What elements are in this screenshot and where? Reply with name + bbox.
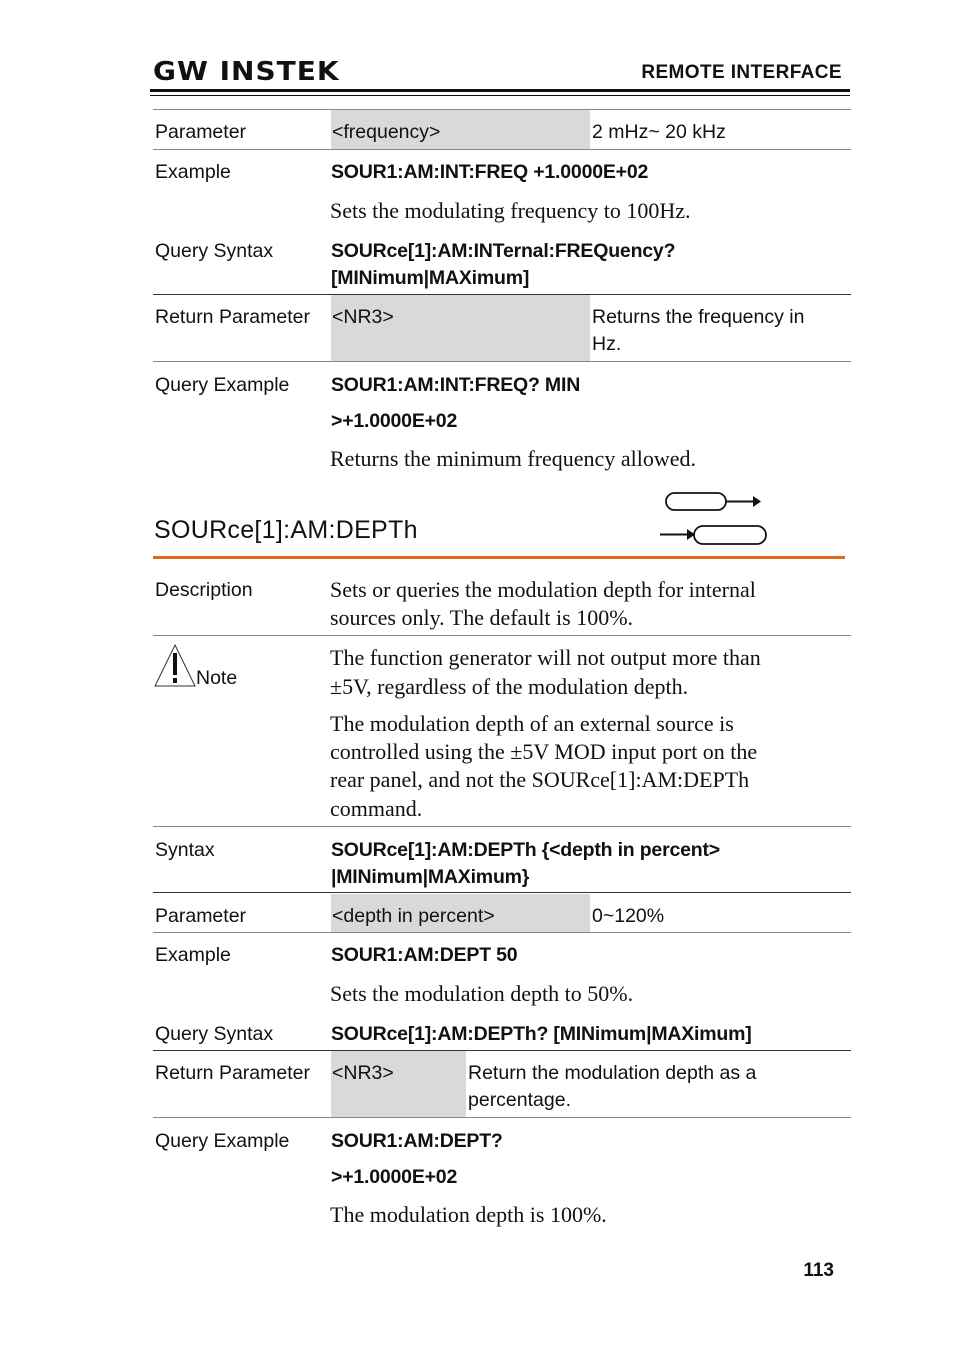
example-label: Example <box>155 944 231 966</box>
syntax-line: |MINimum|MAXimum} <box>331 866 530 888</box>
example-command: SOUR1:AM:INT:FREQ +1.0000E+02 <box>331 161 649 183</box>
parameter-range: 2 mHz~ 20 kHz <box>592 121 726 143</box>
query-syntax-line: [MINimum|MAXimum] <box>331 267 530 289</box>
query-example-description: The modulation depth is 100%. <box>330 1202 607 1227</box>
return-parameter-desc: percentage. <box>468 1089 571 1111</box>
header-rule-thin <box>150 95 850 96</box>
description-line: sources only. The default is 100%. <box>330 605 634 630</box>
return-parameter-label: Return Parameter <box>155 306 310 328</box>
parameter-range: 0~120% <box>592 905 665 927</box>
query-syntax-label: Query Syntax <box>155 1023 274 1045</box>
note-line: The function generator will not output more than <box>330 645 761 670</box>
syntax-label: Syntax <box>155 839 215 861</box>
query-example-label: Query Example <box>155 1130 290 1152</box>
command-title: SOURce[1]:AM:DEPTh <box>154 516 418 544</box>
set-query-icon <box>658 490 770 550</box>
page-number: 113 <box>803 1260 834 1281</box>
syntax-line: SOURce[1]:AM:DEPTh {<depth in percent> <box>331 839 720 861</box>
query-example-label: Query Example <box>155 374 290 396</box>
divider <box>153 826 851 827</box>
note-label: Note <box>196 667 238 689</box>
return-parameter-desc: Hz. <box>592 333 622 355</box>
title-rule <box>153 556 845 559</box>
example-description: Sets the modulating frequency to 100Hz. <box>330 198 691 223</box>
divider <box>153 1050 851 1051</box>
brand-logo: GW INSTEK <box>153 56 340 87</box>
query-syntax-line: SOURce[1]:AM:DEPTh? [MINimum|MAXimum] <box>331 1023 752 1045</box>
query-syntax-line: SOURce[1]:AM:INTernal:FREQuency? <box>331 240 676 262</box>
query-example-command: SOUR1:AM:DEPT? <box>331 1130 503 1152</box>
query-example-response: >+1.0000E+02 <box>331 410 458 432</box>
parameter-label: Parameter <box>155 121 247 143</box>
divider <box>153 361 851 362</box>
example-command: SOUR1:AM:DEPT 50 <box>331 944 518 966</box>
header-rule <box>150 89 850 92</box>
section-name: REMOTE INTERFACE <box>641 62 842 83</box>
parameter-label: Parameter <box>155 905 247 927</box>
note-line: The modulation depth of an external source is <box>330 711 734 736</box>
description-line: Sets or queries the modulation depth for internal <box>330 577 756 602</box>
return-parameter-desc: Returns the frequency in <box>592 306 805 328</box>
parameter-name: <depth in percent> <box>332 905 495 927</box>
return-parameter-name: <NR3> <box>332 1062 394 1084</box>
query-example-command: SOUR1:AM:INT:FREQ? MIN <box>331 374 581 396</box>
query-syntax-label: Query Syntax <box>155 240 274 262</box>
query-example-response: >+1.0000E+02 <box>331 1166 458 1188</box>
description-label: Description <box>155 579 253 601</box>
divider <box>153 1117 851 1118</box>
return-parameter-desc: Return the modulation depth as a <box>468 1062 757 1084</box>
return-parameter-name: <NR3> <box>332 306 394 328</box>
parameter-name: <frequency> <box>332 121 441 143</box>
example-label: Example <box>155 161 231 183</box>
note-line: ±5V, regardless of the modulation depth. <box>330 674 689 699</box>
note-line: rear panel, and not the SOURce[1]:AM:DEPTh <box>330 767 750 792</box>
divider <box>153 892 851 893</box>
warning-icon <box>153 643 197 689</box>
query-example-description: Returns the minimum frequency allowed. <box>330 446 696 471</box>
divider <box>153 149 851 150</box>
divider <box>153 635 851 636</box>
note-line: controlled using the ±5V MOD input port on the <box>330 739 758 764</box>
divider <box>153 932 851 933</box>
example-description: Sets the modulation depth to 50%. <box>330 981 634 1006</box>
return-parameter-label: Return Parameter <box>155 1062 310 1084</box>
note-line: command. <box>330 796 423 821</box>
